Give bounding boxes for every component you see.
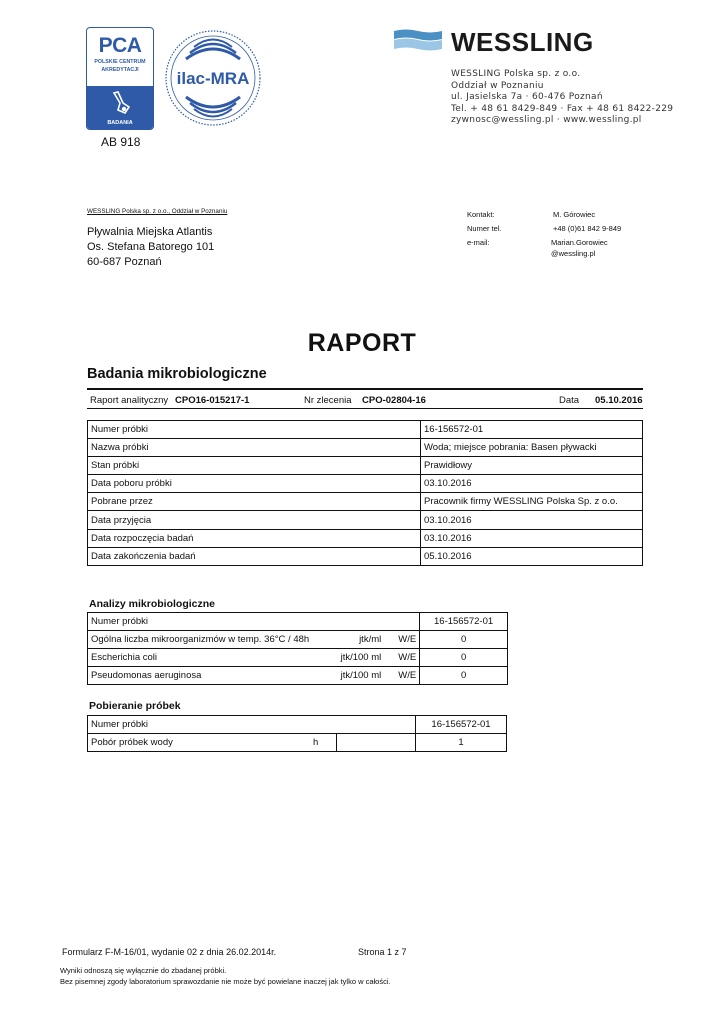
- table-row: [88, 457, 643, 475]
- info-value: 05.10.2016: [421, 547, 643, 565]
- company-address: [451, 69, 673, 127]
- header-label: Numer próbki: [88, 716, 416, 734]
- address-line: ul. Jasielska 7a · 60-476 Poznań: [451, 92, 603, 103]
- info-value: 16-156572-01: [421, 421, 643, 439]
- pca-badge: BADANIA: [107, 120, 133, 126]
- report-label: Raport analityczny: [90, 395, 169, 406]
- info-value: 03.10.2016: [421, 511, 643, 529]
- recipient-line: 60-687 Poznań: [87, 256, 162, 268]
- pca-logo: [86, 27, 154, 130]
- pca-letters: PCA: [98, 34, 142, 57]
- analysis-name: Escherichia coli: [88, 649, 328, 667]
- analysis-method: W/E: [384, 631, 419, 649]
- info-value: Prawidłowy: [421, 457, 643, 475]
- info-value: Woda; miejsce pobrania: Basen pływacki: [421, 439, 643, 457]
- sample-number-header: 16-156572-01: [416, 716, 507, 734]
- divider: [87, 408, 643, 409]
- footer-note: Bez pisemnej zgody laboratorium sprawozdanie nie może być powielane inaczej jak tylko w całości.: [60, 977, 391, 986]
- sample-number-header: 16-156572-01: [420, 613, 508, 631]
- sampling-unit: h: [310, 734, 337, 752]
- divider: [87, 388, 643, 390]
- table-row: [88, 631, 508, 649]
- analysis-method: W/E: [384, 649, 419, 667]
- sampling-spacer: [337, 734, 416, 752]
- micro-table: [87, 612, 508, 685]
- address-line: WESSLING Polska sp. z o.o.: [451, 69, 581, 79]
- date-label: Data: [559, 395, 580, 406]
- info-label: Numer próbki: [88, 421, 421, 439]
- table-row: [88, 667, 508, 685]
- accreditation-number: AB 918: [101, 135, 141, 149]
- pca-sub-1: POLSKIE CENTRUM: [94, 59, 146, 65]
- table-header-row: [88, 613, 508, 631]
- table-row: [88, 439, 643, 457]
- info-label: Data poboru próbki: [88, 475, 421, 493]
- wessling-logo: [394, 27, 614, 55]
- contact-label: Kontakt:: [467, 210, 495, 219]
- analysis-unit: jtk/100 ml: [328, 649, 385, 667]
- ilac-text: ilac-MRA: [176, 69, 250, 88]
- table-row: [88, 511, 643, 529]
- table-header-row: [88, 716, 507, 734]
- table-row: [88, 421, 643, 439]
- address-line: zywnosc@wessling.pl · www.wessling.pl: [451, 115, 642, 126]
- page-subtitle: Badania mikrobiologiczne: [87, 366, 267, 382]
- sampling-result: 1: [416, 734, 507, 752]
- table-row: [88, 649, 508, 667]
- contact-value: M. Górowiec: [553, 210, 596, 219]
- table-row: [88, 734, 507, 752]
- page-number: Strona 1 z 7: [358, 947, 407, 957]
- form-reference: Formularz F-M-16/01, wydanie 02 z dnia 26.02.2014r.: [62, 947, 277, 957]
- address-line: Oddział w Poznaniu: [451, 80, 544, 91]
- page-title: RAPORT: [307, 329, 417, 357]
- order-label: Nr zlecenia: [304, 395, 352, 406]
- report-number: CPO16-015217-1: [175, 395, 250, 406]
- header-label: Numer próbki: [88, 613, 420, 631]
- info-label: Nazwa próbki: [88, 439, 421, 457]
- recipient-address: [87, 225, 214, 270]
- info-label: Pobrane przez: [88, 493, 421, 511]
- info-value: 03.10.2016: [421, 475, 643, 493]
- sampling-table: [87, 715, 507, 752]
- analysis-unit: jtk/ml: [328, 631, 385, 649]
- info-value: 03.10.2016: [421, 529, 643, 547]
- recipient-line: Pływalnia Miejska Atlantis: [87, 226, 213, 238]
- analysis-name: Ogólna liczba mikroorganizmów w temp. 36°C / 48h: [88, 631, 328, 649]
- email-value-1: Marian.Gorowiec: [551, 238, 608, 247]
- email-value-2: @wessling.pl: [551, 249, 596, 258]
- info-label: Stan próbki: [88, 457, 421, 475]
- phone-label: Numer tel.: [467, 224, 502, 233]
- email-label: e-mail:: [467, 238, 490, 247]
- recipient-line: Os. Stefana Batorego 101: [87, 241, 215, 253]
- phone-value: +48 (0)61 842 9-849: [553, 224, 622, 233]
- table-row: [88, 493, 643, 511]
- pca-sub-2: AKREDYTACJI: [101, 66, 139, 73]
- analysis-result: 0: [420, 631, 508, 649]
- sample-info-table: [87, 420, 643, 566]
- sampling-name: Pobór próbek wody: [88, 734, 311, 752]
- micro-section-title: Analizy mikrobiologiczne: [89, 598, 216, 610]
- info-label: Data rozpoczęcia badań: [88, 529, 421, 547]
- analysis-result: 0: [420, 667, 508, 685]
- address-line: Tel. + 48 61 8429-849 · Fax + 48 61 8422-229: [451, 103, 674, 114]
- info-label: Data przyjęcia: [88, 511, 421, 529]
- report-date: 05.10.2016: [595, 395, 643, 406]
- table-row: [88, 475, 643, 493]
- table-row: [88, 547, 643, 565]
- flask-icon: [105, 89, 135, 117]
- analysis-unit: jtk/100 ml: [328, 667, 385, 685]
- sender-line: WESSLING Polska sp. z o.o., Oddział w Poznaniu: [87, 208, 228, 215]
- wessling-text: WESSLING: [451, 27, 594, 55]
- info-label: Data zakończenia badań: [88, 547, 421, 565]
- footer-notes: [60, 965, 391, 987]
- info-value: Pracownik firmy WESSLING Polska Sp. z o.o.: [421, 493, 643, 511]
- footer-note: Wyniki odnoszą się wyłącznie do zbadanej próbki.: [60, 966, 227, 975]
- table-row: [88, 529, 643, 547]
- order-number: CPO-02804-16: [362, 395, 426, 406]
- sampling-section-title: Pobieranie próbek: [89, 700, 181, 712]
- ilac-mra-logo: [164, 29, 262, 127]
- analysis-method: W/E: [384, 667, 419, 685]
- analysis-result: 0: [420, 649, 508, 667]
- analysis-name: Pseudomonas aeruginosa: [88, 667, 328, 685]
